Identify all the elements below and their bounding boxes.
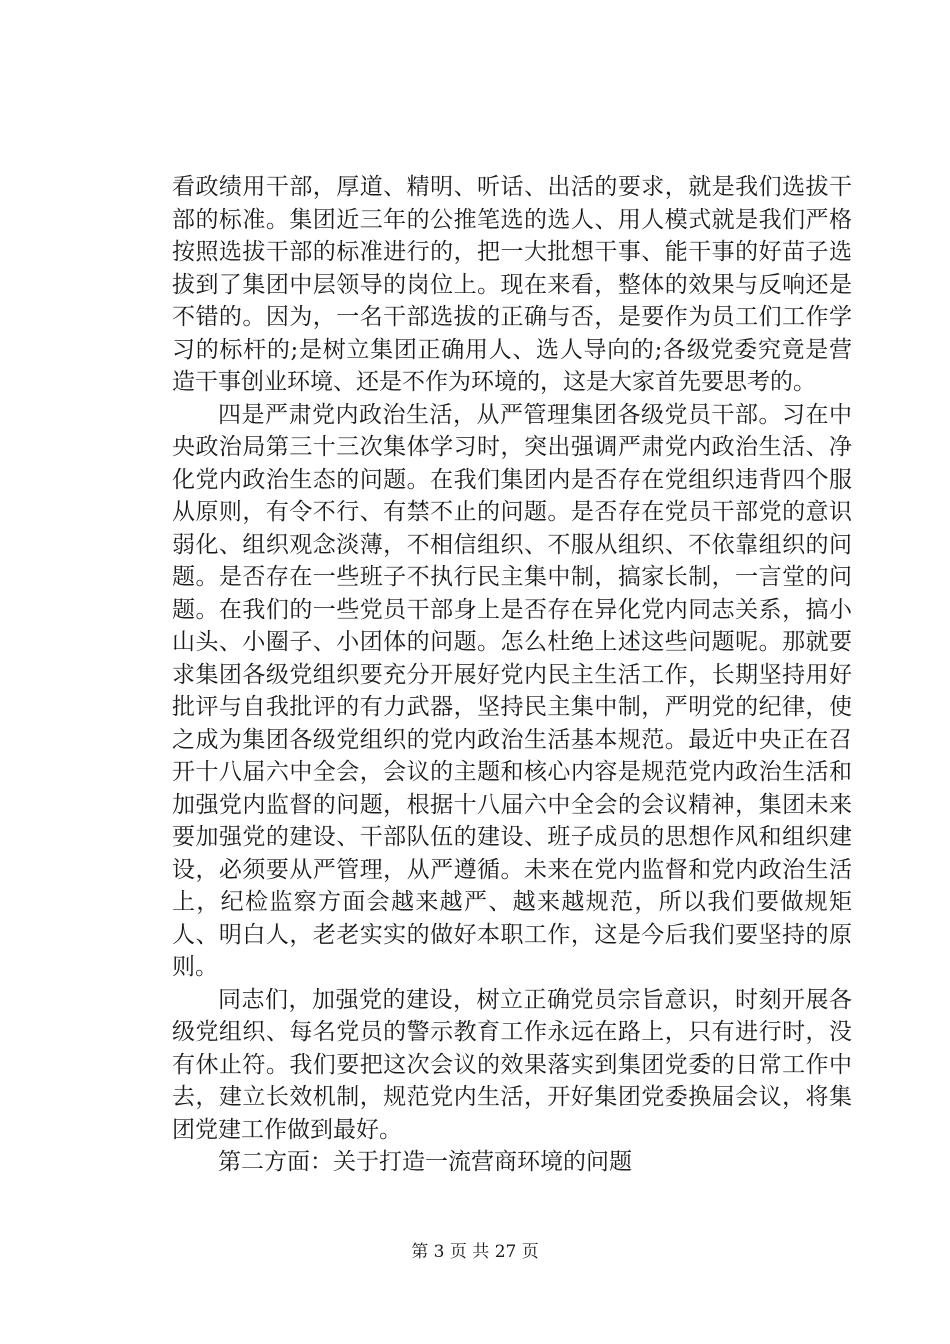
- paragraph-1: 看政绩用干部，厚道、精明、听话、出活的要求，就是我们选拔干部的标准。集团近三年的公推笔选的选人、用人模式就是我们严格按照选拔干部的标准进行的，把一大批想干事、能干事的好苗子选拔到了集团中层领导的岗位上。现在来看，整体的效果与反响还是不错的。因为，一名干部选拔的正确与否，是要作为员工们工作学习的标杆的;是树立集团正确用人、选人导向的;各级党委究竟是营造干事创业环境、还是不作为环境的，这是大家首先要思考的。: [172, 174, 852, 395]
- document-body: [172, 171, 852, 1179]
- paragraph-3: 同志们，加强党的建设，树立正确党员宗旨意识，时刻开展各级党组织、每名党员的警示教育工作永远在路上，只有进行时，没有休止符。我们要把这次会议的效果落实到集团党委的日常工作中去，建立长效机制，规范党内生活，开好集团党委换届会议，将集团党建工作做到最好。: [172, 986, 852, 1143]
- page-number-footer: 第 3 页 共 27 页: [411, 1242, 539, 1262]
- paragraph-2: 四是严肃党内政治生活，从严管理集团各级党员干部。习在中央政治局第三十三次集体学习时，突出强调严肃党内政治生活、净化党内政治生态的问题。在我们集团内是否存在党组织违背四个服从原则，有令不行、有禁不止的问题。是否存在党员干部党的意识弱化、组织观念淡薄，不相信组织、不服从组织、不依靠组织的问题。是否存在一些班子不执行民主集中制，搞家长制，一言堂的问题。在我们的一些党员干部身上是否存在异化党内同志关系，搞小山头、小圈子、小团体的问题。怎么杜绝上述这些问题呢。那就要求集团各级党组织要充分开展好党内民主生活工作，长期坚持用好批评与自我批评的有力武器，坚持民主集中制，严明党的纪律，使之成为集团各级党组织的党内政治生活基本规范。最近中央正在召开十八届六中全会，会议的主题和核心内容是规范党内政治生活和加强党内监督的问题，根据十八届六中全会的会议精神，集团未来要加强党的建设、干部队伍的建设、班子成员的思想作风和组织建设，必须要从严管理，从严遵循。未来在党内监督和党内政治生活上，纪检监察方面会越来越严、越来越规范，所以我们要做规矩人、明白人，老老实实的做好本职工作，这是今后我们要坚持的原则。: [172, 401, 852, 980]
- section-heading: 第二方面：关于打造一流营商环境的问题: [218, 1149, 632, 1175]
